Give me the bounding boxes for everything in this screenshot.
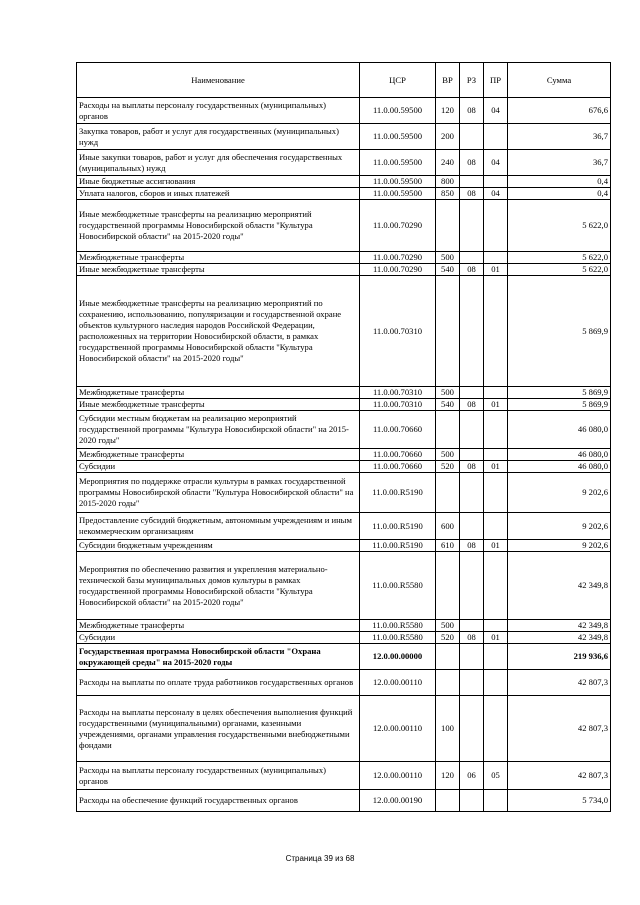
table-row xyxy=(77,276,611,387)
cell-name: Мероприятия по поддержке отрасли культуры в рамках государственной программы Новосибирской области "Культура Новосибирской области" на 2015-2020 годы" xyxy=(77,473,360,513)
cell-rz xyxy=(460,124,484,150)
cell-csr: 11.0.00.59500 xyxy=(360,176,436,188)
cell-rz xyxy=(460,252,484,264)
cell-vr: 200 xyxy=(436,124,460,150)
cell-rz xyxy=(460,620,484,632)
page-footer: Страница 39 из 68 xyxy=(285,854,355,863)
cell-vr: 500 xyxy=(436,620,460,632)
cell-pr xyxy=(484,252,508,264)
cell-csr: 11.0.00.70660 xyxy=(360,461,436,473)
cell-vr: 520 xyxy=(436,632,460,644)
cell-sum: 9 202,6 xyxy=(508,513,611,540)
cell-rz: 08 xyxy=(460,264,484,276)
cell-pr: 01 xyxy=(484,399,508,411)
cell-name: Иные бюджетные ассигнования xyxy=(77,176,360,188)
cell-name: Иные межбюджетные трансферты на реализацию мероприятий по сохранению, использованию, популяризации и государственной охране объектов культурного наследия народов Российской Федерации, расположенных на территории Новосибирской области, в рамках государственной программы Новосибирской области "Культура Новосибирской области" на 2015-2020 годы" xyxy=(77,276,360,387)
cell-sum: 46 080,0 xyxy=(508,411,611,449)
table-body xyxy=(77,98,611,812)
cell-csr: 11.0.00.70290 xyxy=(360,252,436,264)
cell-sum: 9 202,6 xyxy=(508,473,611,513)
cell-sum: 36,7 xyxy=(508,150,611,176)
cell-sum: 219 936,6 xyxy=(508,644,611,670)
cell-vr: 540 xyxy=(436,399,460,411)
table-row xyxy=(77,264,611,276)
cell-rz xyxy=(460,552,484,620)
cell-vr xyxy=(436,411,460,449)
table-row xyxy=(77,188,611,200)
header-vr: ВР xyxy=(436,63,460,98)
cell-name: Иные закупки товаров, работ и услуг для обеспечения государственных (муниципальных) нужд xyxy=(77,150,360,176)
cell-pr: 01 xyxy=(484,632,508,644)
cell-pr xyxy=(484,696,508,762)
table-row xyxy=(77,644,611,670)
cell-name: Государственная программа Новосибирской области "Охрана окружающей среды" на 2015-2020 годы xyxy=(77,644,360,670)
table-row xyxy=(77,449,611,461)
cell-rz: 08 xyxy=(460,461,484,473)
cell-vr: 520 xyxy=(436,461,460,473)
cell-rz xyxy=(460,513,484,540)
cell-rz: 08 xyxy=(460,150,484,176)
cell-name: Субсидии бюджетным учреждениям xyxy=(77,540,360,552)
table-row xyxy=(77,124,611,150)
cell-vr: 800 xyxy=(436,176,460,188)
cell-name: Межбюджетные трансферты xyxy=(77,252,360,264)
cell-pr xyxy=(484,670,508,696)
cell-rz: 08 xyxy=(460,188,484,200)
cell-vr: 240 xyxy=(436,150,460,176)
table-row xyxy=(77,252,611,264)
cell-csr: 11.0.00.R5580 xyxy=(360,620,436,632)
cell-rz xyxy=(460,276,484,387)
table-row xyxy=(77,513,611,540)
table-row xyxy=(77,670,611,696)
table-row xyxy=(77,399,611,411)
cell-sum: 5 869,9 xyxy=(508,276,611,387)
cell-pr xyxy=(484,124,508,150)
table-row xyxy=(77,540,611,552)
cell-vr xyxy=(436,200,460,252)
cell-rz: 08 xyxy=(460,399,484,411)
cell-rz xyxy=(460,670,484,696)
cell-csr: 11.0.00.59500 xyxy=(360,98,436,124)
cell-pr: 04 xyxy=(484,150,508,176)
cell-pr xyxy=(484,387,508,399)
cell-sum: 42 807,3 xyxy=(508,670,611,696)
cell-pr xyxy=(484,449,508,461)
cell-sum: 5 622,0 xyxy=(508,252,611,264)
cell-rz: 08 xyxy=(460,632,484,644)
header-pr: ПР xyxy=(484,63,508,98)
cell-vr: 500 xyxy=(436,387,460,399)
cell-pr xyxy=(484,276,508,387)
cell-vr: 540 xyxy=(436,264,460,276)
cell-vr: 120 xyxy=(436,762,460,790)
table-row xyxy=(77,473,611,513)
cell-sum: 0,4 xyxy=(508,188,611,200)
cell-name: Закупка товаров, работ и услуг для государственных (муниципальных) нужд xyxy=(77,124,360,150)
cell-name: Расходы на обеспечение функций государственных органов xyxy=(77,790,360,812)
cell-name: Расходы на выплаты персоналу государственных (муниципальных) органов xyxy=(77,762,360,790)
cell-name: Иные межбюджетные трансферты на реализацию мероприятий государственной программы Новосибирской области "Культура Новосибирской области" на 2015-2020 годы" xyxy=(77,200,360,252)
cell-vr: 600 xyxy=(436,513,460,540)
table-row xyxy=(77,200,611,252)
cell-rz: 06 xyxy=(460,762,484,790)
cell-name: Расходы на выплаты персоналу государственных (муниципальных) органов xyxy=(77,98,360,124)
cell-pr: 01 xyxy=(484,540,508,552)
cell-rz xyxy=(460,200,484,252)
cell-csr: 11.0.00.R5580 xyxy=(360,552,436,620)
cell-pr: 04 xyxy=(484,98,508,124)
cell-csr: 11.0.00.R5190 xyxy=(360,473,436,513)
cell-name: Субсидии xyxy=(77,461,360,473)
cell-csr: 12.0.00.00110 xyxy=(360,762,436,790)
cell-sum: 42 349,8 xyxy=(508,620,611,632)
cell-csr: 11.0.00.70290 xyxy=(360,200,436,252)
cell-rz: 08 xyxy=(460,540,484,552)
header-csr: ЦСР xyxy=(360,63,436,98)
cell-vr xyxy=(436,473,460,513)
table-row xyxy=(77,98,611,124)
cell-sum: 46 080,0 xyxy=(508,461,611,473)
cell-sum: 5 734,0 xyxy=(508,790,611,812)
cell-name: Уплата налогов, сборов и иных платежей xyxy=(77,188,360,200)
cell-sum: 36,7 xyxy=(508,124,611,150)
cell-pr xyxy=(484,200,508,252)
cell-sum: 5 622,0 xyxy=(508,200,611,252)
header-sum: Сумма xyxy=(508,63,611,98)
table-row xyxy=(77,176,611,188)
cell-sum: 42 807,3 xyxy=(508,762,611,790)
cell-name: Межбюджетные трансферты xyxy=(77,620,360,632)
cell-csr: 11.0.00.70310 xyxy=(360,399,436,411)
cell-csr: 11.0.00.R5190 xyxy=(360,540,436,552)
cell-sum: 676,6 xyxy=(508,98,611,124)
cell-name: Субсидии xyxy=(77,632,360,644)
header-rz: РЗ xyxy=(460,63,484,98)
cell-pr: 01 xyxy=(484,264,508,276)
cell-vr: 500 xyxy=(436,449,460,461)
cell-rz xyxy=(460,176,484,188)
cell-vr xyxy=(436,790,460,812)
cell-pr xyxy=(484,790,508,812)
cell-csr: 11.0.00.R5580 xyxy=(360,632,436,644)
cell-pr xyxy=(484,552,508,620)
cell-sum: 5 869,9 xyxy=(508,399,611,411)
cell-sum: 42 807,3 xyxy=(508,696,611,762)
cell-vr xyxy=(436,552,460,620)
cell-vr: 100 xyxy=(436,696,460,762)
cell-pr xyxy=(484,473,508,513)
budget-table xyxy=(76,62,611,812)
table-row xyxy=(77,696,611,762)
cell-csr: 12.0.00.00190 xyxy=(360,790,436,812)
cell-csr: 11.0.00.70310 xyxy=(360,276,436,387)
cell-rz xyxy=(460,473,484,513)
cell-sum: 9 202,6 xyxy=(508,540,611,552)
cell-rz xyxy=(460,644,484,670)
cell-csr: 11.0.00.R5190 xyxy=(360,513,436,540)
cell-csr: 12.0.00.00000 xyxy=(360,644,436,670)
cell-name: Межбюджетные трансферты xyxy=(77,449,360,461)
cell-rz xyxy=(460,387,484,399)
cell-name: Мероприятия по обеспечению развития и укрепления материально-технической базы муниципальных домов культуры в рамках государственной программы Новосибирской области "Культура Новосибирской области" на 2015-2020 годы" xyxy=(77,552,360,620)
cell-pr xyxy=(484,411,508,449)
cell-csr: 12.0.00.00110 xyxy=(360,670,436,696)
table-row xyxy=(77,790,611,812)
table-row xyxy=(77,387,611,399)
cell-pr xyxy=(484,644,508,670)
cell-csr: 11.0.00.59500 xyxy=(360,150,436,176)
cell-pr: 05 xyxy=(484,762,508,790)
cell-csr: 11.0.00.59500 xyxy=(360,188,436,200)
cell-sum: 46 080,0 xyxy=(508,449,611,461)
cell-vr: 850 xyxy=(436,188,460,200)
cell-csr: 11.0.00.70310 xyxy=(360,387,436,399)
cell-csr: 11.0.00.70660 xyxy=(360,449,436,461)
cell-csr: 11.0.00.70290 xyxy=(360,264,436,276)
cell-sum: 42 349,8 xyxy=(508,632,611,644)
cell-rz xyxy=(460,696,484,762)
cell-pr xyxy=(484,620,508,632)
cell-rz xyxy=(460,449,484,461)
cell-rz xyxy=(460,790,484,812)
table-row xyxy=(77,762,611,790)
cell-name: Расходы на выплаты персоналу в целях обеспечения выполнения функций государственными (муниципальными) органами, казенными учреждениями, органами управления государственными внебюджетными фондами xyxy=(77,696,360,762)
cell-vr xyxy=(436,644,460,670)
cell-name: Межбюджетные трансферты xyxy=(77,387,360,399)
cell-rz: 08 xyxy=(460,98,484,124)
table-row xyxy=(77,620,611,632)
cell-pr xyxy=(484,513,508,540)
table-row xyxy=(77,150,611,176)
cell-sum: 5 869,9 xyxy=(508,387,611,399)
cell-rz xyxy=(460,411,484,449)
cell-csr: 11.0.00.70660 xyxy=(360,411,436,449)
cell-pr: 01 xyxy=(484,461,508,473)
table-header-row xyxy=(77,63,611,98)
cell-name: Предоставление субсидий бюджетным, автономным учреждениям и иным некоммерческим организациям xyxy=(77,513,360,540)
cell-sum: 5 622,0 xyxy=(508,264,611,276)
budget-table-page xyxy=(76,62,610,812)
table-row xyxy=(77,552,611,620)
cell-name: Иные межбюджетные трансферты xyxy=(77,264,360,276)
cell-sum: 0,4 xyxy=(508,176,611,188)
cell-pr xyxy=(484,176,508,188)
cell-vr: 610 xyxy=(436,540,460,552)
table-row xyxy=(77,461,611,473)
header-name: Наименование xyxy=(77,63,360,98)
table-row xyxy=(77,632,611,644)
cell-pr: 04 xyxy=(484,188,508,200)
cell-vr xyxy=(436,276,460,387)
cell-name: Субсидии местным бюджетам на реализацию мероприятий государственной программы "Культура Новосибирской области" на 2015-2020 годы" xyxy=(77,411,360,449)
cell-vr: 500 xyxy=(436,252,460,264)
cell-vr: 120 xyxy=(436,98,460,124)
cell-name: Расходы на выплаты по оплате труда работников государственных органов xyxy=(77,670,360,696)
cell-csr: 11.0.00.59500 xyxy=(360,124,436,150)
cell-sum: 42 349,8 xyxy=(508,552,611,620)
cell-csr: 12.0.00.00110 xyxy=(360,696,436,762)
cell-name: Иные межбюджетные трансферты xyxy=(77,399,360,411)
table-row xyxy=(77,411,611,449)
cell-vr xyxy=(436,670,460,696)
